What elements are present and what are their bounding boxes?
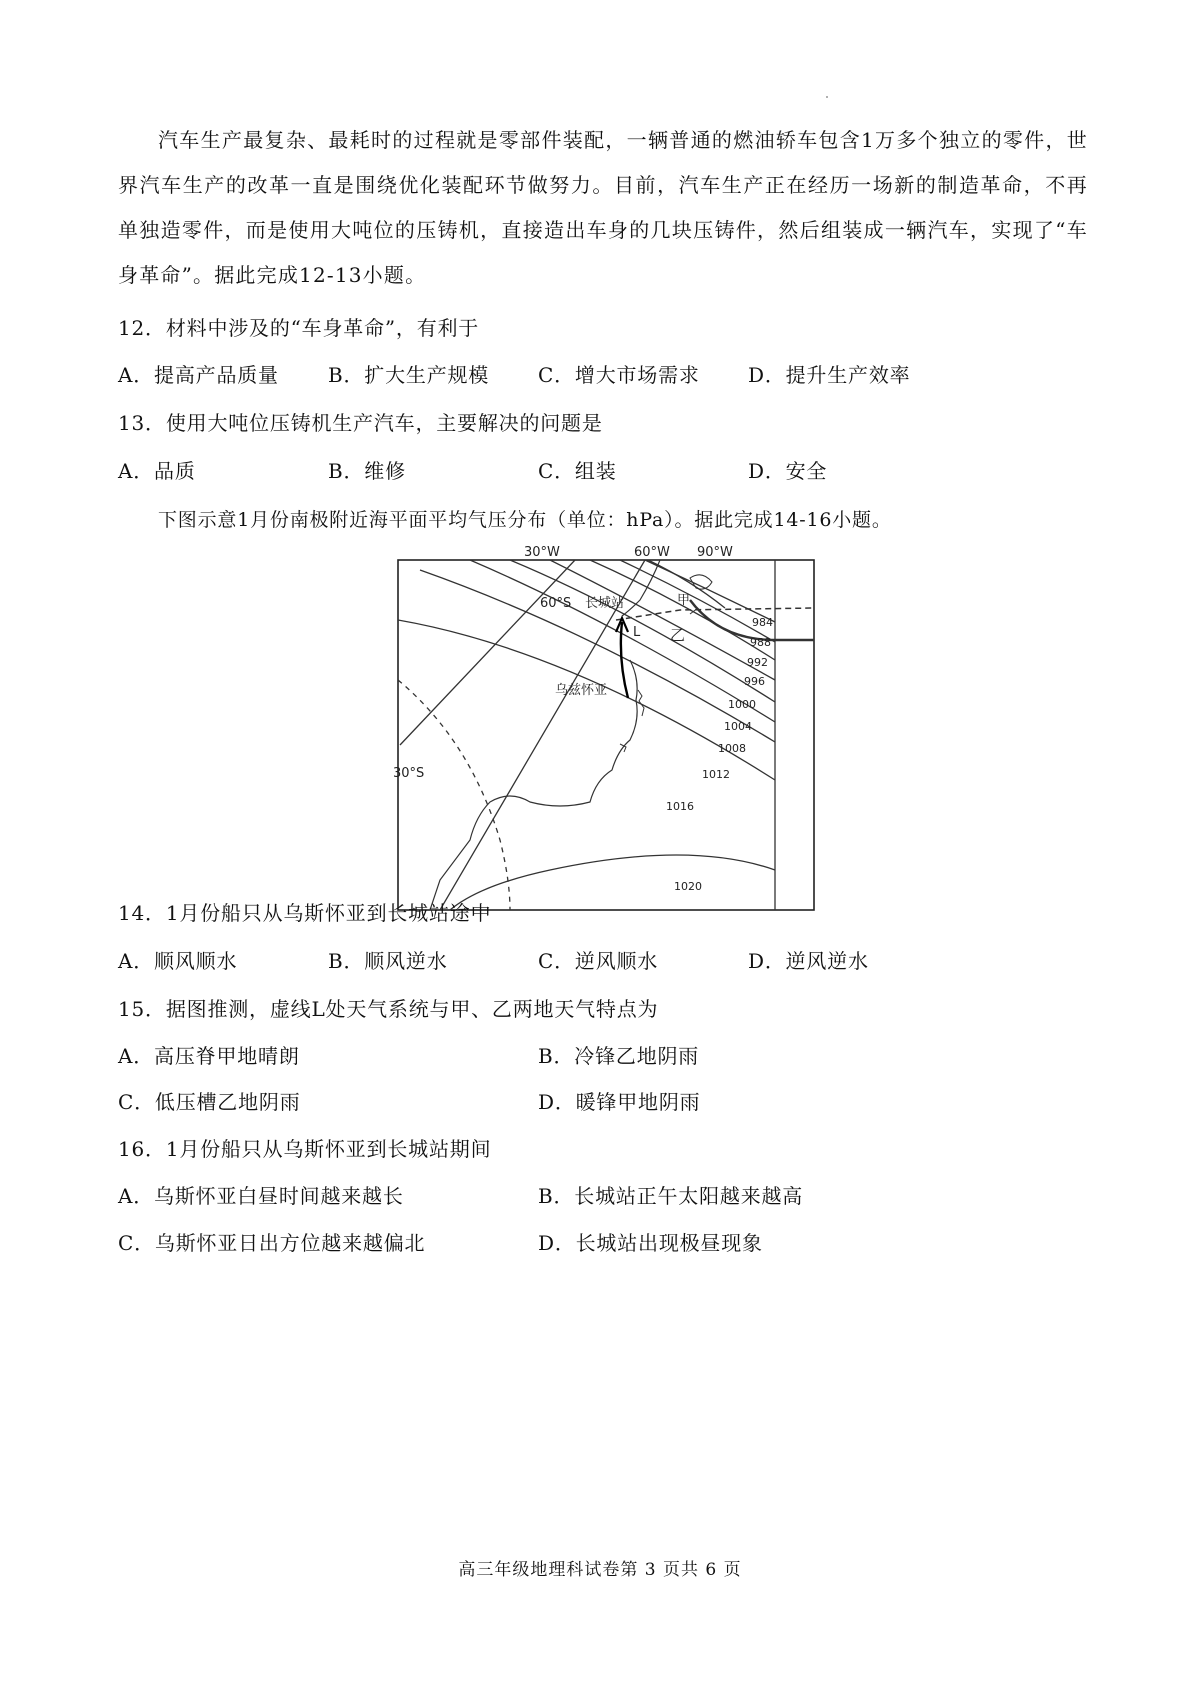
isobar-label-992: 992 — [747, 656, 768, 669]
label-front-l: L — [633, 625, 641, 640]
q14-option-d[interactable]: D．逆风逆水 — [748, 949, 869, 973]
question-15-options-row1 — [118, 1043, 1098, 1071]
isobar-label-984: 984 — [752, 616, 773, 629]
pressure-map — [390, 540, 824, 918]
question-14-options — [118, 948, 1098, 976]
map-intro-text: 下图示意1月份南极附近海平面平均气压分布（单位：hPa）。据此完成14-16小题。 — [158, 509, 892, 531]
q12-option-c[interactable]: C．增大市场需求 — [538, 363, 700, 387]
isobar-label-1020: 1020 — [674, 880, 702, 893]
label-lat-60s: 60°S — [540, 596, 572, 611]
question-13-stem: 13．使用大吨位压铸机生产汽车，主要解决的问题是 — [118, 411, 603, 435]
isobar-label-1000: 1000 — [728, 698, 756, 711]
page-footer: 高三年级地理科试卷第 3 页共 6 页 — [458, 1560, 742, 1580]
question-16-options-row1 — [118, 1183, 1098, 1211]
isobar-label-1012: 1012 — [702, 768, 730, 781]
question-13-options — [118, 458, 1098, 486]
q13-option-c[interactable]: C．组装 — [538, 459, 617, 483]
q14-option-b[interactable]: B．顺风逆水 — [328, 949, 448, 973]
scan-dot — [826, 96, 828, 98]
isobar-label-996: 996 — [744, 675, 765, 688]
question-14-stem: 14．1月份船只从乌斯怀亚到长城站途中 — [118, 901, 492, 925]
label-jia: 甲 — [677, 593, 691, 608]
label-lon-60w: 60°W — [634, 545, 670, 560]
label-lat-30s: 30°S — [393, 766, 425, 781]
question-16-options-row2 — [118, 1230, 1098, 1258]
question-12-stem: 12．材料中涉及的“车身革命”，有利于 — [118, 316, 480, 340]
q15-option-c[interactable]: C．低压槽乙地阴雨 — [118, 1090, 301, 1114]
label-lon-90w: 90°W — [697, 545, 733, 560]
map-frame — [398, 560, 814, 910]
q16-option-c[interactable]: C．乌斯怀亚日出方位越来越偏北 — [118, 1231, 426, 1255]
q13-option-d[interactable]: D．安全 — [748, 459, 828, 483]
label-station: 长城站 — [585, 596, 625, 611]
q14-option-a[interactable]: A．顺风顺水 — [118, 949, 238, 973]
question-16-stem: 16．1月份船只从乌斯怀亚到长城站期间 — [118, 1137, 492, 1161]
q14-option-c[interactable]: C．逆风顺水 — [538, 949, 659, 973]
question-12-options — [118, 362, 1098, 390]
q15-option-d[interactable]: D．暖锋甲地阴雨 — [538, 1090, 701, 1114]
label-origin: 乌兹怀亚 — [555, 683, 608, 698]
q16-option-a[interactable]: A．乌斯怀亚白昼时间越来越长 — [118, 1184, 404, 1208]
q12-option-d[interactable]: D．提升生产效率 — [748, 363, 911, 387]
isobar-label-1008: 1008 — [718, 742, 746, 755]
q15-option-b[interactable]: B．冷锋乙地阴雨 — [538, 1044, 700, 1068]
pressure-map-svg — [390, 540, 824, 918]
question-15-options-row2 — [118, 1089, 1098, 1117]
isobar-label-1016: 1016 — [666, 800, 694, 813]
isobar-label-988: 988 — [750, 636, 771, 649]
isobar-label-1004: 1004 — [724, 720, 752, 733]
q16-option-b[interactable]: B．长城站正午太阳越来越高 — [538, 1184, 804, 1208]
passage-car-manufacturing: 汽车生产最复杂、最耗时的过程就是零部件装配，一辆普通的燃油轿车包含1万多个独立的零件，世界汽车生产的改革一直是围绕优化装配环节做努力。目前，汽车生产正在经历一场新的制造革命，不再单独造零件，而是使用大吨位的压铸机，直接造出车身的几块压铸件，然后组装成一辆汽车，实现了“车身革命”。据此完成12-13小题。 — [118, 128, 1088, 287]
q13-option-a[interactable]: A．品质 — [118, 459, 196, 483]
q13-option-b[interactable]: B．维修 — [328, 459, 406, 483]
label-lon-30w: 30°W — [524, 545, 560, 560]
label-yi: 乙 — [670, 626, 686, 644]
q12-option-b[interactable]: B．扩大生产规模 — [328, 363, 490, 387]
q15-option-a[interactable]: A．高压脊甲地晴朗 — [118, 1044, 300, 1068]
q16-option-d[interactable]: D．长城站出现极昼现象 — [538, 1231, 763, 1255]
q12-option-a[interactable]: A．提高产品质量 — [118, 363, 279, 387]
question-15-stem: 15．据图推测，虚线L处天气系统与甲、乙两地天气特点为 — [118, 997, 659, 1021]
